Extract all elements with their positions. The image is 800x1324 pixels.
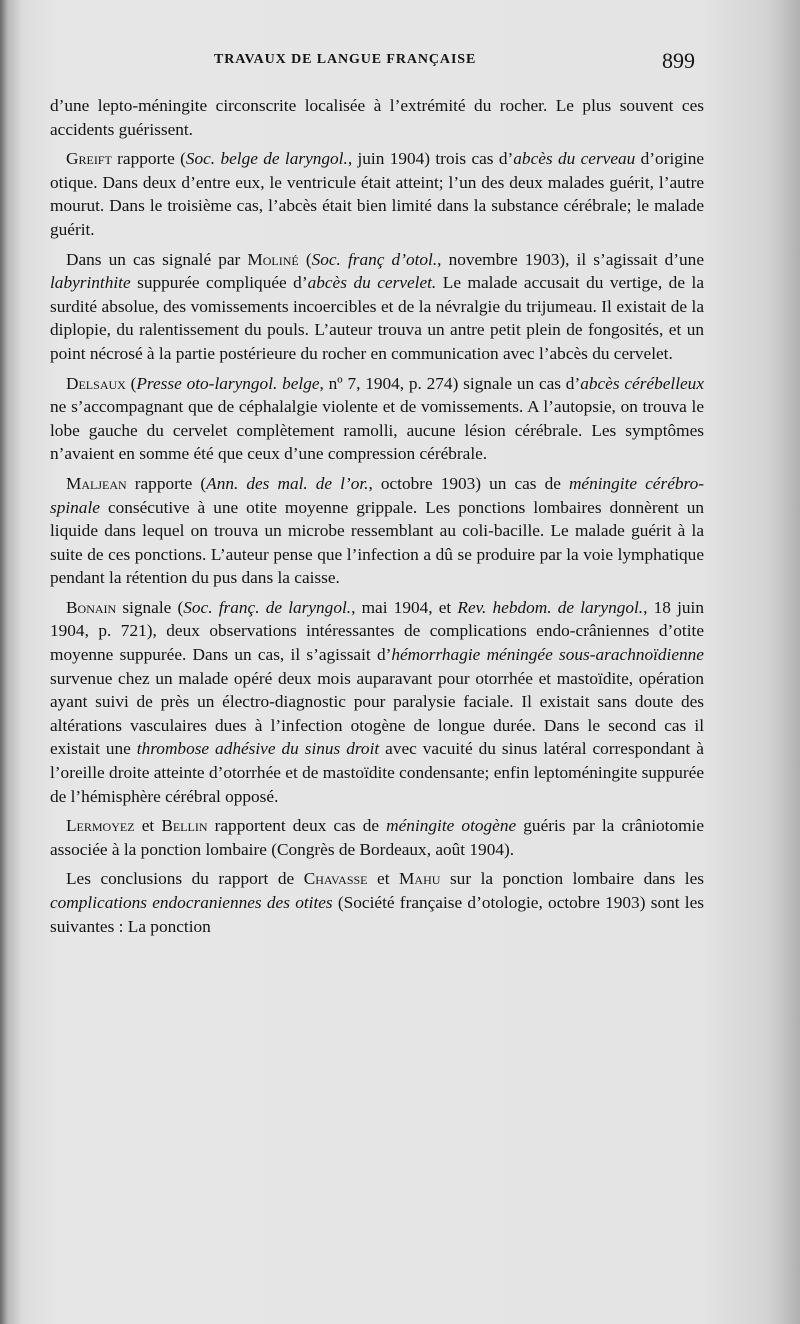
author-name: Bellin bbox=[161, 816, 208, 836]
italic-text: Ann. des mal. de l’or. bbox=[206, 473, 369, 493]
author-name: Maljean bbox=[66, 473, 127, 493]
author-name: Mahu bbox=[399, 869, 441, 889]
text-run: Les conclusions du rapport de bbox=[66, 869, 304, 889]
italic-text: hémorrhagie méningée sous-arachnoïdienne bbox=[391, 645, 704, 665]
text-run: ne s’accompagnant que de céphalalgie violente et de vomissements. A l’autopsie, on trouva le lobe gauche du cervelet complètement ramolli, aucune lésion cérébrale. Les symptômes n’avaient en somme été que ceux d’une compression cérébrale. bbox=[50, 397, 704, 464]
text-run: ( bbox=[298, 249, 312, 269]
text-run: , nº 7, 1904, p. 274) signale un cas d’ bbox=[319, 373, 581, 393]
author-name: Lermoyez bbox=[66, 816, 135, 836]
author-name: Moliné bbox=[247, 249, 299, 269]
italic-text: méningite otogène bbox=[386, 816, 517, 836]
paragraph bbox=[50, 596, 704, 808]
text-run: ( bbox=[125, 373, 137, 393]
italic-text: Soc. franç. de laryngol. bbox=[183, 597, 352, 617]
author-name: Greift bbox=[66, 149, 112, 169]
italic-text: labyrinthite bbox=[50, 273, 131, 293]
text-run: sur la ponction lombaire dans les bbox=[440, 869, 704, 889]
paragraph bbox=[50, 94, 704, 141]
italic-text: Presse oto-laryngol. belge bbox=[136, 373, 320, 393]
italic-text: Soc. franç d’otol. bbox=[311, 249, 438, 269]
page-header bbox=[0, 46, 800, 76]
text-run: , novembre 1903), il s’agissait d’une bbox=[437, 249, 704, 269]
author-name: Delsaux bbox=[66, 373, 126, 393]
text-run: , mai 1904, et bbox=[351, 597, 458, 617]
text-run: avec vacuité du sinus latéral correspondant à l’oreille droite atteinte d’otorrhée et de mastoïdite condensante; enfin leptoméningite suppurée de l’hémisphère cérébral opposé. bbox=[50, 739, 704, 806]
text-run: consécutive à une otite moyenne grippale. Les ponctions lombaires donnèrent un liquide dans lequel on trouva un microbe ressemblant au coli-bacille. Le malade guérit à la suite de ces ponctions. L’auteur pense que l’infection a dû se produire par la voie lymphatique pendant la rétention du pus dans la caisse. bbox=[50, 497, 704, 588]
text-run: d’origine otique. Dans deux d’entre eux, le ventricule était atteint; l’un des deux malades guérit, l’autre mourut. Dans le troisième cas, l’abcès était bien limité dans la substance cérébrale; le malade guérit. bbox=[50, 149, 705, 239]
running-title: TRAVAUX DE LANGUE FRANÇAISE bbox=[214, 52, 477, 67]
text-run: (Société française d’otologie, octobre 1903) sont les suivantes : La ponction bbox=[50, 893, 704, 936]
text-run: et bbox=[367, 869, 400, 889]
italic-text: abcès du cerveau bbox=[513, 149, 636, 169]
italic-text: thrombose adhésive du sinus droit bbox=[136, 739, 380, 759]
paragraph bbox=[50, 814, 704, 861]
text-run: , 18 juin 1904, p. 721), deux observations intéressantes de complications endo-crâniennes d’otite moyenne suppurée. Dans un cas, il s’agissait d’ bbox=[50, 597, 704, 665]
text-run: rapportent deux cas de bbox=[207, 816, 387, 836]
text-run: , octobre 1903) un cas de bbox=[368, 473, 569, 493]
paragraph bbox=[50, 472, 704, 590]
paragraph bbox=[50, 867, 704, 938]
italic-text: abcès cérébelleux bbox=[580, 373, 704, 393]
paragraph bbox=[50, 248, 704, 366]
italic-text: Soc. belge de laryngol. bbox=[185, 149, 348, 169]
author-name: Bonain bbox=[66, 597, 117, 617]
text-run: , juin 1904) trois cas d’ bbox=[347, 149, 514, 169]
text-run: rapporte ( bbox=[126, 473, 207, 493]
text-run: Le malade accusait du vertige, de la surdité absolue, des vomissements incoercibles et de la névralgie du trijumeau. Il existait de la diplopie, du ralentissement du pouls. L’auteur trouva un antre petit plein de fongosités, et un point nécrosé à la partie postérieure du rocher en communication avec l’abcès du cervelet. bbox=[50, 273, 704, 363]
text-run: d’une lepto-méningite circonscrite localisée à l’extrémité du rocher. Le plus souvent ces accidents guérissent. bbox=[50, 96, 704, 139]
italic-text: abcès du cervelet. bbox=[307, 273, 437, 293]
text-run: suppurée compliquée d’ bbox=[130, 273, 308, 293]
text-run: Dans un cas signalé par bbox=[66, 249, 248, 269]
paragraph bbox=[50, 372, 704, 466]
author-name: Chavasse bbox=[303, 869, 368, 889]
page-number: 899 bbox=[662, 48, 695, 73]
text-run: et bbox=[134, 816, 162, 836]
paragraph bbox=[50, 147, 704, 241]
text-run: signale ( bbox=[116, 597, 184, 617]
italic-text: complications endocraniennes des otites bbox=[50, 893, 333, 912]
italic-text: Rev. hebdom. de laryngol. bbox=[457, 597, 644, 617]
italic-text: méningite cérébro-spinale bbox=[50, 473, 704, 517]
text-run: rapporte ( bbox=[111, 149, 186, 169]
text-run: survenue chez un malade opéré deux mois auparavant pour otorrhée et mastoïdite, opération ayant suivi de près un électro-diagnostic pour paralysie faciale. Il existait sans doute des altérations vasculaires dues à l’infection otogène de longue durée. Dans le second cas il existait une bbox=[50, 668, 704, 759]
text-run: guéris par la crâniotomie associée à la ponction lombaire (Congrès de Bordeaux, août 1904). bbox=[50, 816, 704, 859]
body-text bbox=[50, 94, 704, 944]
